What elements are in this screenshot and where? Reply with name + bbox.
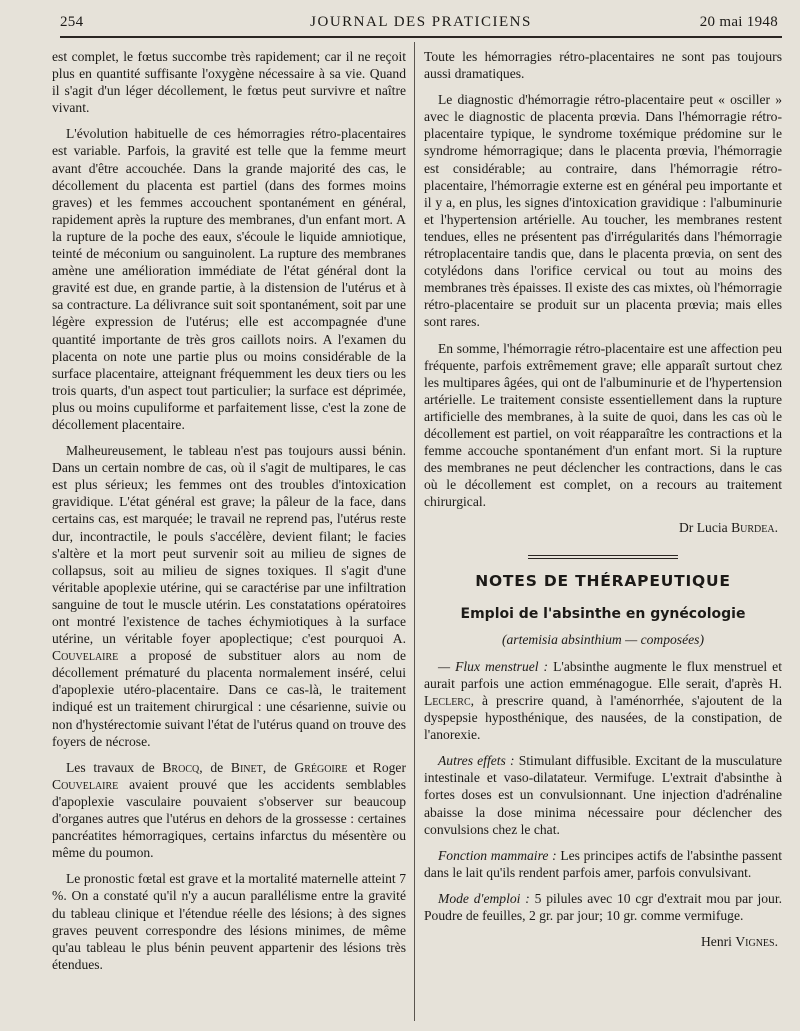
article-title: Emploi de l'absinthe en gynécologie bbox=[460, 605, 746, 622]
text-run: a proposé de substituer alors au nom de décollement prématuré du placenta normalement inséré, celui d'apoplexie utéro-placentaire. Dans ce cas-là, le traitement indiqué est un traitement chirurgical : une césarienne, suivie ou non d'hystérectomie suivant l'état de l'utérus quand on trouve des foyers de nécrose. bbox=[52, 648, 406, 749]
right-column bbox=[424, 48, 782, 1023]
left-column bbox=[52, 48, 406, 1023]
text-run: , à prescrire quand, à l'aménorrhée, s'ajoutent de la dyspepsie hyposthénique, des nausées, de la constipation, de l'anorexie. bbox=[424, 693, 782, 743]
text-run: 5 pilules avec 10 cgr d'extrait mou par jour. Poudre de feuilles, 2 gr. par jour; 10 gr. comme vermifuge. bbox=[424, 890, 782, 924]
paragraph-lead: Fonction mammaire : bbox=[438, 847, 557, 863]
paragraph bbox=[52, 759, 406, 862]
author-name: Binet bbox=[230, 759, 263, 775]
paragraph-lead: Mode d'emploi : bbox=[438, 890, 530, 906]
text-run: Les principes actifs de l'absinthe passent dans le lait qu'ils rendent parfois amer, parfois convulsivant. bbox=[424, 847, 782, 880]
journal-title: JOURNAL DES PRATICIENS bbox=[310, 14, 532, 30]
paragraph bbox=[424, 890, 782, 924]
column-divider bbox=[414, 42, 415, 1021]
page-number: 254 bbox=[60, 14, 84, 30]
paragraph bbox=[424, 752, 782, 837]
signature bbox=[424, 933, 778, 950]
paragraph: Le diagnostic d'hémorragie rétro-placentaire peut « osciller » avec le diagnostic de placenta prœvia. Dans l'hémorragie rétro-placentaire typique, le syndrome toxémique prédomine sur le syndrome hémorragique; dans le placenta prœvia, l'hémorragie est considérable; au contraire, dans l'hémorragie rétro-placentaire, l'hémorragie externe est en général peu importante et il y a, en plus, les signes d'intoxication gravidique : l'albuminurie et l'hypertension artérielle. Au toucher, les membranes restent tendues, elles ne présentent pas d'irrégularités dans l'hémorragie rétroplacentaire tandis que, dans le placenta prœvia, on sent des cotylédons dans l'orifice cervical ou tout au moins des membranes très épaisses. Il existe des cas mixtes, où l'hémorragie rétro-placentaire se produit sur un placenta prœvia; mais elles sont rares. bbox=[424, 92, 782, 330]
author-name: Leclerc bbox=[424, 693, 471, 708]
double-rule bbox=[528, 555, 678, 559]
article-subtitle: (artemisia absinthium — composées) bbox=[501, 631, 704, 647]
paragraph: L'évolution habituelle de ces hémorragies rétro-placentaires est variable. Parfois, la gravité est telle que la femme meurt avant d'être accouchée. Dans la grande majorité des cas, le décollement du placenta est partiel (dans des formes moins graves) et les femmes accouchent spontanément en général, rapidement après la rupture des membranes, d'un enfant mort. A la rupture de la poche des eaux, s'écoule le liquide amniotique, teinté de méconium ou sanguinolent. La rupture des membranes amène une amélioration immédiate de l'état général dont la gravité est due, en grande partie, à la distension de l'utérus et à sa contracture. La délivrance suit soit spontanément, soit par une légère expression de l'utérus; elle est accompagnée d'une quantité importante de très gros caillots noirs. A l'examen du placenta on note une partie plus ou moins considérable de la surface placentaire, atteignant fréquemment les deux tiers ou les trois quarts, d'un aspect tout particulier; la surface est déprimée, plus ou moins cupuliforme et parfaitement lisse, c'est la zone de décollement placentaire. bbox=[52, 126, 406, 432]
paragraph: Le pronostic fœtal est grave et la mortalité maternelle atteint 7 %. On a constaté qu'il n'y a aucun parallélisme entre la gravité du tableau clinique et l'étendue réelle des lésions; à des signes graves peuvent correspondre des lésions minimes, de même qu'au tableau le plus bénin peuvent appartenir des lésions très étendues. bbox=[52, 871, 406, 972]
paragraph-lead: Autres effets : bbox=[438, 753, 515, 769]
text-run: , de bbox=[199, 759, 224, 775]
text-run: Stimulant diffusible. Excitant de la musculature intestinale et vaso-dilatateur. Vermifuge. L'extrait d'absinthe à fortes doses est un convulsionnant. Une injection d'adrénaline abaisse la dose minima nécessaire pour déclencher des convulsions chez le chat. bbox=[424, 753, 782, 837]
paragraph: est complet, le fœtus succombe très rapidement; car il ne reçoit plus en quantité suffisante l'oxygène nécessaire à sa vie. Quand il s'agit d'un léger décollement, le fœtus peut survivre et naître vivant. bbox=[52, 49, 406, 116]
text-run: et Roger bbox=[355, 759, 406, 775]
signature-prefix: Dr Lucia bbox=[678, 520, 728, 536]
paragraph bbox=[424, 847, 782, 881]
paragraph: En somme, l'hémorragie rétro-placentaire est une affection peu fréquente, parfois extrêmement grave; elle apparaît surtout chez les multipares âgées, qui ont de l'albuminurie et de l'hypertension artérielle. Le traitement consiste essentiellement dans la rupture artificielle des membranes, à la suite de quoi, dans les cas où le décollement est partiel, on voit réapparaître les contractions et la femme accouche spontanément d'un enfant mort. Si la rupture des membranes ne peut déclencher les contractions, dans le cas où le décollement est complet, on a recours au traitement chirurgical. bbox=[424, 340, 782, 510]
paragraph bbox=[424, 658, 782, 743]
signature-name: Burdea. bbox=[731, 520, 778, 536]
text-run: Malheureusement, le tableau n'est pas toujours aussi bénin. Dans un certain nombre de cas, où il s'agit de multipares, le cas est plus sérieux; les femmes ont des troubles d'intoxication gravidique. L'état général est grave; la pâleur de la face, dans certains cas, est marquée; le travail ne reprend pas, l'utérus reste dur, incontractile, le pouls s'accélère, devient filant; le facies s'altère et la mort peut survenir soit au milieu de signes de collapsus, soit au milieu de signes toxiques. Il s'agit d'une véritable apoplexie utérine, qui se caractérise par une infiltration sanguine de tout le muscle utérin. Les constatations opératoires ont montré l'existence de taches échymiotiques à la surface utérine, un véritable foyer apoplectique; c'est pourquoi bbox=[52, 443, 406, 647]
author-name: Couvelaire bbox=[52, 776, 119, 792]
section-title: NOTES DE THÉRAPEUTIQUE bbox=[475, 571, 731, 590]
paragraph-lead: — Flux menstruel : bbox=[438, 658, 549, 674]
text-run: , de bbox=[262, 759, 287, 775]
author-name: Grégoire bbox=[294, 759, 348, 775]
text-run: L'absinthe augmente le flux menstruel et aurait parfois une action emménagogue. Elle serait, d'après H. bbox=[424, 658, 782, 691]
paragraph: Toute les hémorragies rétro-placentaires ne sont pas toujours aussi dramatiques. bbox=[424, 49, 782, 82]
page-header bbox=[60, 10, 782, 38]
text-run: avaient prouvé que les accidents semblables d'apoplexie vasculaire pouvaient s'observer sur beaucoup d'organes autres que l'utérus en dehors de la grossesse : certaines pancréatites hémorragiques, certains infarctus du mésentère ou même du poumon. bbox=[52, 776, 406, 861]
author-name: Brocq bbox=[162, 759, 200, 775]
signature-name: Vignes. bbox=[735, 934, 778, 950]
text-run: Les travaux de bbox=[66, 759, 155, 775]
issue-date: 20 mai 1948 bbox=[699, 14, 778, 30]
signature bbox=[424, 519, 778, 536]
paragraph bbox=[52, 442, 406, 750]
author-name: A. Couvelaire bbox=[52, 631, 406, 664]
signature-prefix: Henri bbox=[700, 934, 732, 950]
